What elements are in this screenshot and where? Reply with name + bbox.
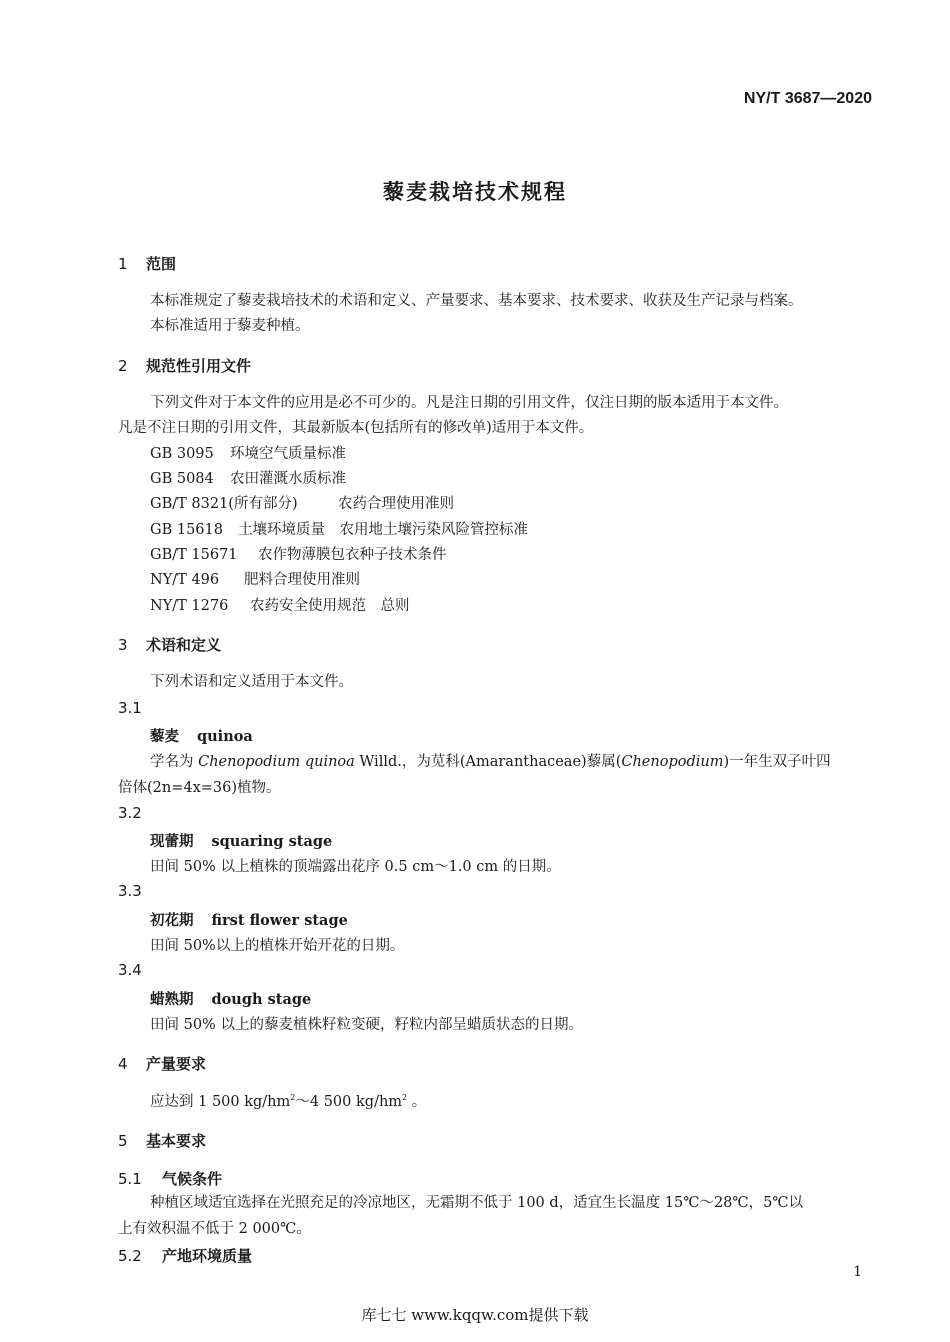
term-definition: 田间 50% 以上植株的顶端露出花序 0.5 cm～1.0 cm 的日期。 xyxy=(150,859,561,875)
genus-name: Chenopodium xyxy=(621,754,724,770)
term-chinese: 现蕾期 xyxy=(150,833,194,850)
section-4-heading xyxy=(118,1053,206,1074)
section-number: 1 xyxy=(118,255,128,273)
subsection-5-2-heading xyxy=(118,1245,252,1266)
yield-text: 。 xyxy=(407,1094,427,1110)
section-title: 范围 xyxy=(146,255,177,273)
term-heading xyxy=(150,830,332,851)
terms-intro: 下列术语和定义适用于本文件。 xyxy=(150,674,353,690)
reference-name: 农药合理使用准则 xyxy=(338,496,454,512)
term-chinese: 藜麦 xyxy=(150,728,179,745)
term-chinese: 蜡熟期 xyxy=(150,991,194,1008)
subsection-title: 产地环境质量 xyxy=(162,1247,253,1265)
reference-item xyxy=(150,467,346,488)
term-chinese: 初花期 xyxy=(150,912,194,929)
section-title: 产量要求 xyxy=(146,1055,207,1073)
term-english: squaring stage xyxy=(211,833,333,850)
section-number: 2 xyxy=(118,357,128,375)
reference-item xyxy=(150,594,410,615)
section-number: 4 xyxy=(118,1055,128,1073)
reference-code: GB 15618 xyxy=(150,522,223,538)
section-title: 基本要求 xyxy=(146,1132,207,1150)
reference-code: GB/T 8321(所有部分) xyxy=(150,496,298,512)
term-definition: 田间 50% 以上的藜麦植株籽粒变硬，籽粒内部呈蜡质状态的日期。 xyxy=(150,1017,583,1033)
reference-code: GB 5084 xyxy=(150,471,214,487)
definition-text: )一年生双子叶四 xyxy=(723,754,831,770)
references-paragraph-2: 凡是不注日期的引用文件，其最新版本(包括所有的修改单)适用于本文件。 xyxy=(118,420,594,436)
reference-item xyxy=(150,518,528,539)
climate-paragraph-continued: 上有效积温不低于 2 000℃。 xyxy=(118,1221,311,1237)
term-english: quinoa xyxy=(197,728,253,745)
definition-text: 学名为 xyxy=(150,754,199,770)
term-heading xyxy=(150,725,253,746)
section-3-heading xyxy=(118,634,221,655)
term-heading xyxy=(150,909,348,930)
subsection-number: 5.1 xyxy=(118,1170,142,1188)
section-number: 5 xyxy=(118,1132,128,1150)
download-footer: 库七七 www.kqqw.com提供下载 xyxy=(361,1306,589,1324)
term-number: 3.3 xyxy=(118,882,142,900)
yield-text: ～4 500 kg/hm xyxy=(295,1094,403,1110)
reference-code: NY/T 1276 xyxy=(150,598,229,614)
term-number: 3.1 xyxy=(118,699,142,717)
references-paragraph-1: 下列文件对于本文件的应用是必不可少的。凡是注日期的引用文件，仅注日期的版本适用于本文件。 xyxy=(150,395,788,411)
document-title: 藜麦栽培技术规程 xyxy=(383,180,567,204)
term-definition xyxy=(150,750,831,771)
section-title: 术语和定义 xyxy=(146,636,222,654)
reference-name: 肥料合理使用准则 xyxy=(244,572,360,588)
superscript: 2 xyxy=(290,1093,296,1103)
reference-name: 农田灌溉水质标准 xyxy=(230,471,346,487)
reference-item xyxy=(150,442,346,463)
term-heading xyxy=(150,988,311,1009)
reference-item xyxy=(150,492,454,513)
reference-code: NY/T 496 xyxy=(150,572,220,588)
section-number: 3 xyxy=(118,636,128,654)
climate-paragraph: 种植区域适宜选择在光照充足的冷凉地区，无霜期不低于 100 d，适宜生长温度 15℃～28℃，5℃以 xyxy=(150,1195,804,1211)
term-number: 3.2 xyxy=(118,804,142,822)
subsection-5-1-heading xyxy=(118,1168,222,1189)
section-2-heading xyxy=(118,355,251,376)
subsection-title: 气候条件 xyxy=(162,1170,223,1188)
scientific-name: Chenopodium quinoa xyxy=(198,754,355,770)
superscript: 2 xyxy=(402,1093,408,1103)
reference-item xyxy=(150,543,447,564)
reference-name: 农作物薄膜包衣种子技术条件 xyxy=(258,547,447,563)
reference-name: 环境空气质量标准 xyxy=(230,446,346,462)
definition-text: Willd.，为苋科(Amaranthaceae)藜属( xyxy=(354,754,622,770)
page-number: 1 xyxy=(853,1264,862,1280)
section-1-heading xyxy=(118,253,176,274)
section-5-heading xyxy=(118,1130,206,1151)
term-definition: 田间 50%以上的植株开始开花的日期。 xyxy=(150,938,405,954)
term-definition-continued: 倍体(2n=4x=36)植物。 xyxy=(118,780,281,796)
term-number: 3.4 xyxy=(118,961,142,979)
reference-code: GB/T 15671 xyxy=(150,547,238,563)
subsection-number: 5.2 xyxy=(118,1247,142,1265)
reference-item xyxy=(150,568,360,589)
standard-code: NY/T 3687—2020 xyxy=(743,90,872,107)
yield-text: 应达到 1 500 kg/hm xyxy=(150,1094,291,1110)
section-title: 规范性引用文件 xyxy=(146,357,252,375)
reference-code: GB 3095 xyxy=(150,446,214,462)
yield-requirement xyxy=(150,1090,426,1111)
term-english: dough stage xyxy=(211,991,312,1008)
scope-paragraph-1: 本标准规定了藜麦栽培技术的术语和定义、产量要求、基本要求、技术要求、收获及生产记录与档案。 xyxy=(150,293,803,309)
term-english: first flower stage xyxy=(211,912,348,929)
scope-paragraph-2: 本标准适用于藜麦种植。 xyxy=(150,318,310,334)
reference-name: 土壤环境质量 农用地土壤污染风险管控标准 xyxy=(238,522,528,538)
reference-name: 农药安全使用规范 总则 xyxy=(250,598,410,614)
